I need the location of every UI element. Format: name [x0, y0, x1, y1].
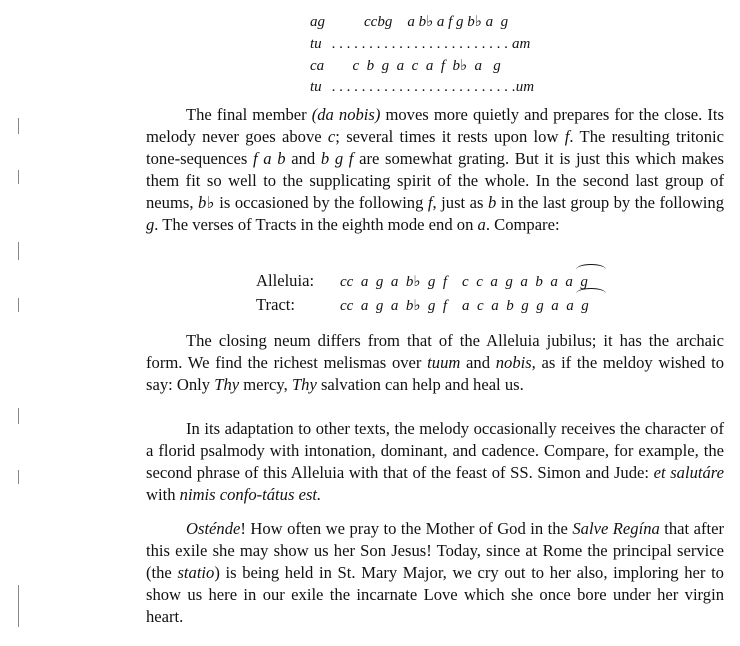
paragraph-final-member: The final member (da nobis) moves more quietly and prepares for the close. Its melody never goes above c; several times it rests upon low f. The resulting tritonic tone-sequences f a b and b g f are somewhat grating. But it is just this which makes them fit so well to the supplicating spirit of the whole. In the second last group of neums, b♭ is occasioned by the following f, just as b in the last group by the following g. The verses of Tracts in the eighth mode end on a. Compare: — [146, 105, 725, 234]
margin-mark — [18, 170, 19, 184]
paragraph-ostende: Osténde! How often we pray to the Mother of God in the Salve Regína that after this exile she may show us her Son Jesus! Today, since at Rome the principal service (the statio) is being held in St. Mary Major, we cry out to her also, imploring her to show us here in our exile the incarnate Love which she once bore under her virgin heart. — [146, 519, 725, 626]
compare-label: Alleluia: — [256, 271, 315, 290]
margin-mark — [18, 298, 19, 312]
chant-syllable: tu — [310, 36, 322, 52]
paragraph-adaptation: In its adaptation to other texts, the melody occasionally receives the character of a florid psalmody with intonation, dominant, and cadence. Compare, for example, the second phrase of this Alleluia with that of the feast of SS. Simon and Jude: et salutáre with nimis confo-tátus est. — [146, 419, 724, 504]
chant-notes: c b g a c a f b♭ a g — [330, 58, 501, 74]
chant-syllable: tu — [310, 79, 322, 95]
margin-mark — [18, 118, 19, 134]
margin-mark — [18, 408, 19, 424]
compare-notes: cc a g a b♭ g f c c a g a b a a g — [340, 274, 588, 290]
chant-syllable: ca — [310, 58, 325, 74]
compare-label: Tract: — [256, 295, 296, 314]
chant-notes: . . . . . . . . . . . . . . . . . . . . . . . . am — [332, 36, 531, 52]
margin-mark — [18, 470, 19, 484]
chant-notes: . . . . . . . . . . . . . . . . . . . . . . . . .um — [332, 79, 535, 95]
margin-mark — [18, 242, 19, 260]
chant-syllable: ag — [310, 14, 325, 30]
compare-notes: cc a g a b♭ g f a c a b g g a a g — [340, 298, 589, 314]
paragraph-closing-neum: The closing neum differs from that of the Alleluia jubilus; it has the archaic form. We find the richest melismas over tuum and nobis, as if the meldoy wished to say: Only Thy mercy, Thy salvation can help and heal us. — [146, 331, 724, 394]
slur-mark — [576, 264, 606, 275]
chant-notes: ccbg a b♭ a f g b♭ a g — [364, 14, 509, 30]
margin-mark — [18, 585, 19, 627]
slur-mark — [576, 288, 606, 299]
